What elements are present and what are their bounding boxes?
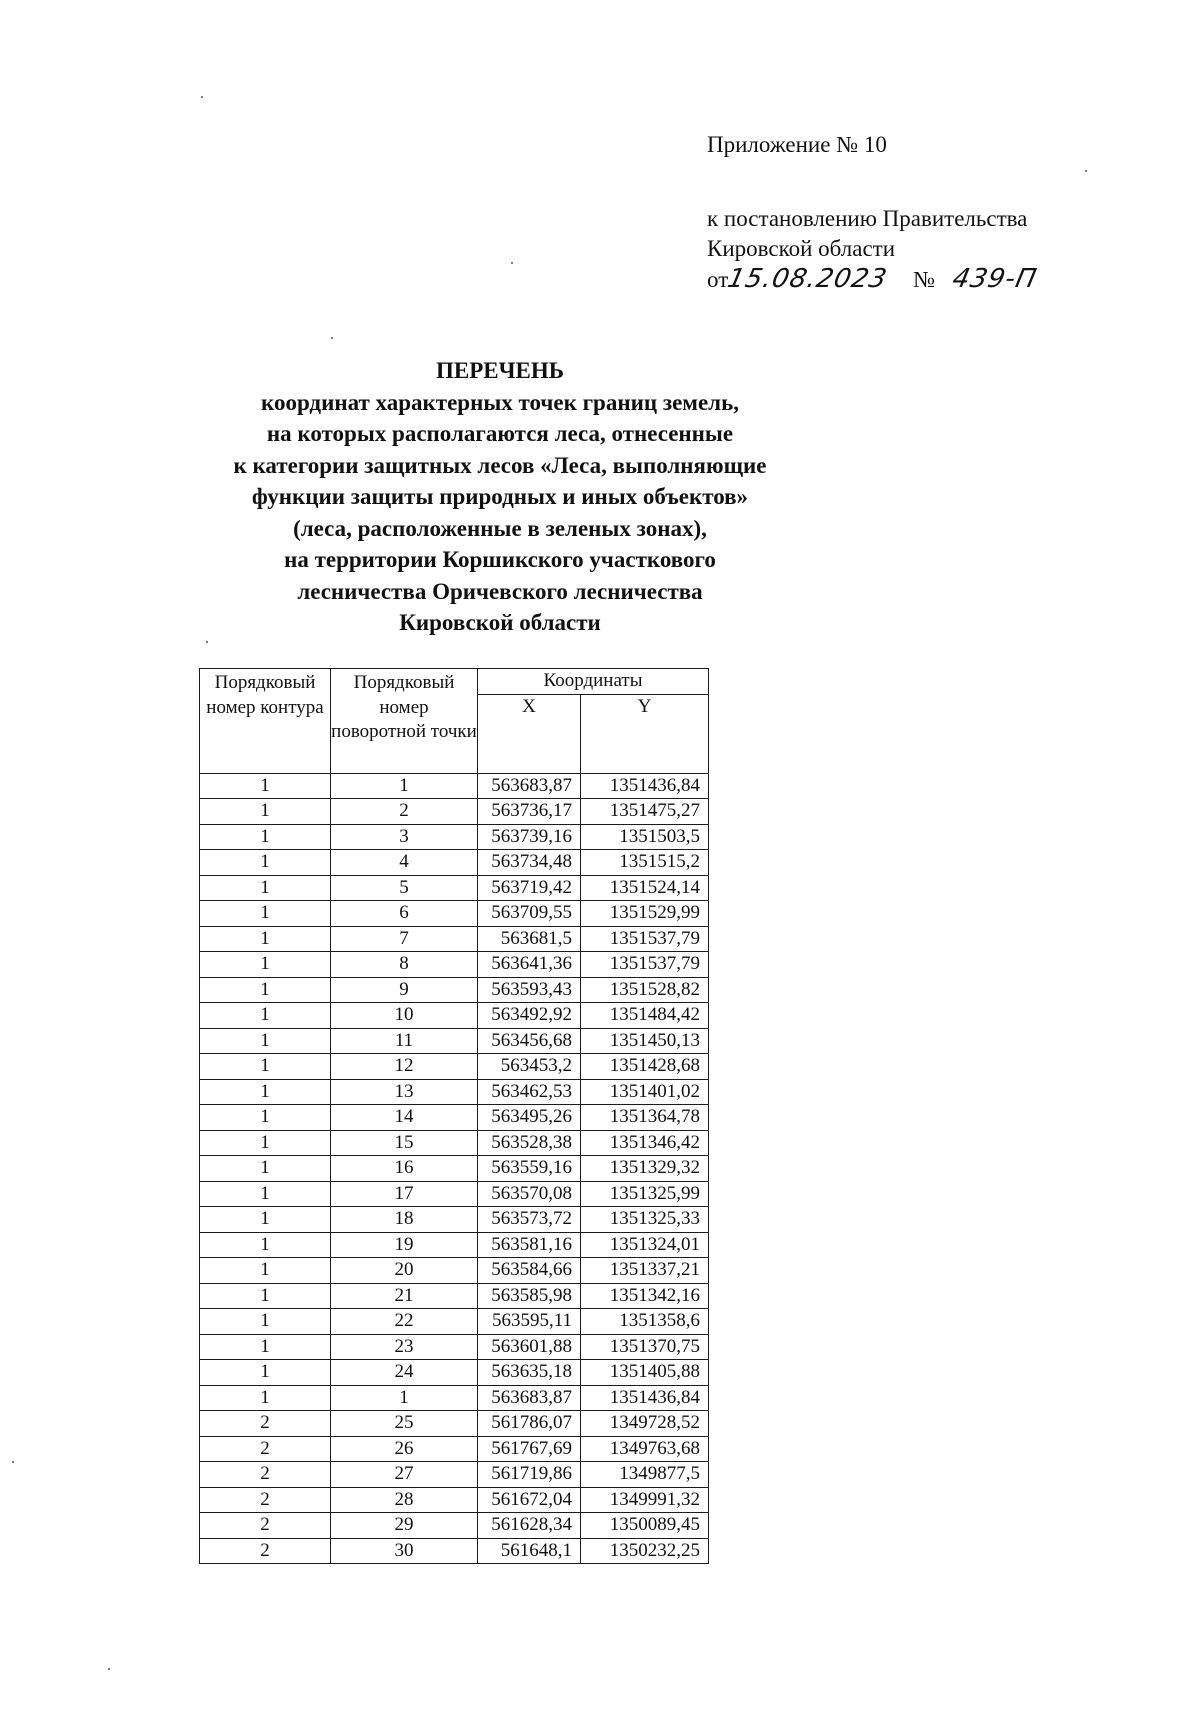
cell-x: 563683,87 [478,773,581,799]
cell-point: 29 [331,1513,478,1539]
cell-x: 561786,07 [478,1411,581,1437]
cell-y: 1351484,42 [581,1003,709,1029]
number-sign: № [913,267,936,292]
cell-contour: 1 [200,824,331,850]
cell-contour: 1 [200,799,331,825]
cell-y: 1351515,2 [581,850,709,876]
table-row [200,1003,709,1029]
table-row [200,773,709,799]
table-row [200,1105,709,1131]
cell-contour: 1 [200,773,331,799]
cell-y: 1351529,99 [581,901,709,927]
cell-contour: 1 [200,1181,331,1207]
cell-x: 563681,5 [478,926,581,952]
title-line: функции защиты природных и иных объектов» [251,484,749,509]
cell-y: 1351358,6 [581,1309,709,1335]
cell-y: 1351428,68 [581,1054,709,1080]
appendix-date-line [707,264,1167,295]
cell-x: 563641,36 [478,952,581,978]
table-row [200,1385,709,1411]
cell-x: 563584,66 [478,1258,581,1284]
cell-contour: 1 [200,875,331,901]
table-row [200,1436,709,1462]
cell-point: 26 [331,1436,478,1462]
cell-contour: 1 [200,1283,331,1309]
coordinates-table [199,668,709,1564]
title-line: на территории Коршикского участкового [284,547,716,572]
handwritten-date: 15.08.2023 [725,264,891,294]
cell-y: 1351537,79 [581,952,709,978]
cell-x: 563453,2 [478,1054,581,1080]
title-line: к категории защитных лесов «Леса, выполняющие [233,452,767,478]
cell-y: 1351342,16 [581,1283,709,1309]
scan-speck [201,96,203,98]
cell-x: 563492,92 [478,1003,581,1029]
appendix-region: Кировской области [707,236,896,261]
scan-speck [108,1668,110,1670]
cell-point: 27 [331,1462,478,1488]
table-row [200,1309,709,1335]
cell-y: 1351475,27 [581,799,709,825]
cell-point: 4 [331,850,478,876]
cell-x: 563739,16 [478,824,581,850]
cell-y: 1351324,01 [581,1232,709,1258]
appendix-title: Приложение № 10 [707,132,887,157]
table-row [200,1054,709,1080]
table-row [200,850,709,876]
cell-contour: 1 [200,850,331,876]
cell-y: 1349763,68 [581,1436,709,1462]
table-row [200,1207,709,1233]
cell-contour: 1 [200,1385,331,1411]
cell-contour: 1 [200,1105,331,1131]
cell-contour: 1 [200,1079,331,1105]
cell-contour: 1 [200,1232,331,1258]
cell-x: 561628,34 [478,1513,581,1539]
scan-speck [12,1461,14,1463]
title-line: Кировской области [399,610,601,635]
cell-point: 8 [331,952,478,978]
cell-x: 563736,17 [478,799,581,825]
table-row [200,1130,709,1156]
cell-x: 563593,43 [478,977,581,1003]
cell-contour: 1 [200,977,331,1003]
cell-contour: 2 [200,1462,331,1488]
header-y: Y [581,694,709,773]
cell-contour: 1 [200,1334,331,1360]
table-row [200,1513,709,1539]
cell-x: 561767,69 [478,1436,581,1462]
cell-x: 563601,88 [478,1334,581,1360]
title-heading: ПЕРЕЧЕНЬ [436,358,564,383]
handwritten-number: 439-П [949,264,1040,294]
cell-y: 1349991,32 [581,1487,709,1513]
cell-contour: 1 [200,901,331,927]
cell-contour: 2 [200,1436,331,1462]
cell-y: 1350089,45 [581,1513,709,1539]
cell-point: 19 [331,1232,478,1258]
scan-speck [206,641,208,643]
cell-contour: 1 [200,1028,331,1054]
cell-x: 563581,16 [478,1232,581,1258]
cell-y: 1351537,79 [581,926,709,952]
table-row [200,1156,709,1182]
cell-y: 1351436,84 [581,1385,709,1411]
table-row [200,1079,709,1105]
document-title [150,355,850,639]
table-row [200,1181,709,1207]
cell-contour: 1 [200,952,331,978]
cell-y: 1351370,75 [581,1334,709,1360]
cell-x: 563456,68 [478,1028,581,1054]
cell-contour: 1 [200,926,331,952]
cell-x: 563462,53 [478,1079,581,1105]
cell-y: 1350232,25 [581,1538,709,1564]
cell-y: 1351528,82 [581,977,709,1003]
cell-contour: 1 [200,1130,331,1156]
cell-point: 22 [331,1309,478,1335]
table-row [200,901,709,927]
cell-y: 1349728,52 [581,1411,709,1437]
cell-y: 1351329,32 [581,1156,709,1182]
cell-point: 10 [331,1003,478,1029]
table-body [200,773,709,1564]
cell-x: 561648,1 [478,1538,581,1564]
table-row [200,1028,709,1054]
table-row [200,1283,709,1309]
cell-contour: 1 [200,1258,331,1284]
cell-contour: 2 [200,1411,331,1437]
cell-y: 1351436,84 [581,773,709,799]
cell-y: 1351346,42 [581,1130,709,1156]
cell-y: 1351325,33 [581,1207,709,1233]
cell-point: 23 [331,1334,478,1360]
title-line: (леса, расположенные в зеленых зонах), [293,515,707,541]
table-row [200,1258,709,1284]
cell-point: 20 [331,1258,478,1284]
cell-contour: 1 [200,1054,331,1080]
cell-point: 11 [331,1028,478,1054]
cell-point: 24 [331,1360,478,1386]
cell-contour: 2 [200,1538,331,1564]
cell-point: 14 [331,1105,478,1131]
header-contour: Порядковый номер контура [200,669,331,774]
table-row [200,1538,709,1564]
cell-x: 563734,48 [478,850,581,876]
cell-contour: 1 [200,1156,331,1182]
table-row [200,1360,709,1386]
scan-speck [331,337,333,339]
cell-y: 1351364,78 [581,1105,709,1131]
cell-y: 1351337,21 [581,1258,709,1284]
cell-contour: 1 [200,1309,331,1335]
cell-x: 563559,16 [478,1156,581,1182]
scan-speck [511,262,513,264]
cell-x: 563495,26 [478,1105,581,1131]
cell-x: 563573,72 [478,1207,581,1233]
cell-point: 15 [331,1130,478,1156]
cell-y: 1349877,5 [581,1462,709,1488]
cell-y: 1351405,88 [581,1360,709,1386]
cell-y: 1351401,02 [581,1079,709,1105]
table-row [200,952,709,978]
header-x: X [478,694,581,773]
header-coordinates: Координаты [478,669,709,695]
table-row [200,1487,709,1513]
cell-point: 16 [331,1156,478,1182]
cell-contour: 2 [200,1487,331,1513]
cell-point: 13 [331,1079,478,1105]
cell-contour: 1 [200,1360,331,1386]
table-row [200,1334,709,1360]
cell-point: 21 [331,1283,478,1309]
table-row [200,824,709,850]
cell-point: 25 [331,1411,478,1437]
title-line: координат характерных точек границ земель, [261,389,739,415]
cell-y: 1351503,5 [581,824,709,850]
cell-x: 563709,55 [478,901,581,927]
cell-x: 563570,08 [478,1181,581,1207]
header-point: Порядковый номер поворотной точки [331,669,478,774]
cell-point: 9 [331,977,478,1003]
table-row [200,799,709,825]
cell-x: 563595,11 [478,1309,581,1335]
cell-x: 561719,86 [478,1462,581,1488]
cell-x: 563585,98 [478,1283,581,1309]
title-line: лесничества Оричевского лесничества [297,578,703,604]
cell-point: 30 [331,1538,478,1564]
appendix-block [707,130,1167,295]
table-row [200,1411,709,1437]
cell-y: 1351450,13 [581,1028,709,1054]
cell-x: 563683,87 [478,1385,581,1411]
cell-point: 17 [331,1181,478,1207]
cell-x: 563528,38 [478,1130,581,1156]
cell-point: 28 [331,1487,478,1513]
cell-contour: 1 [200,1003,331,1029]
cell-point: 5 [331,875,478,901]
table-row [200,1462,709,1488]
table-row [200,1232,709,1258]
cell-x: 563719,42 [478,875,581,901]
cell-point: 7 [331,926,478,952]
cell-contour: 1 [200,1207,331,1233]
cell-x: 563635,18 [478,1360,581,1386]
cell-x: 561672,04 [478,1487,581,1513]
cell-contour: 2 [200,1513,331,1539]
cell-y: 1351325,99 [581,1181,709,1207]
cell-point: 3 [331,824,478,850]
cell-point: 1 [331,773,478,799]
cell-y: 1351524,14 [581,875,709,901]
date-prefix: от [707,267,729,292]
appendix-resolution: к постановлению Правительства [707,206,1028,231]
cell-point: 12 [331,1054,478,1080]
table-row [200,977,709,1003]
cell-point: 1 [331,1385,478,1411]
table-row [200,926,709,952]
cell-point: 18 [331,1207,478,1233]
cell-point: 2 [331,799,478,825]
table-row [200,875,709,901]
title-line: на которых располагаются леса, отнесенные [266,421,734,446]
cell-point: 6 [331,901,478,927]
